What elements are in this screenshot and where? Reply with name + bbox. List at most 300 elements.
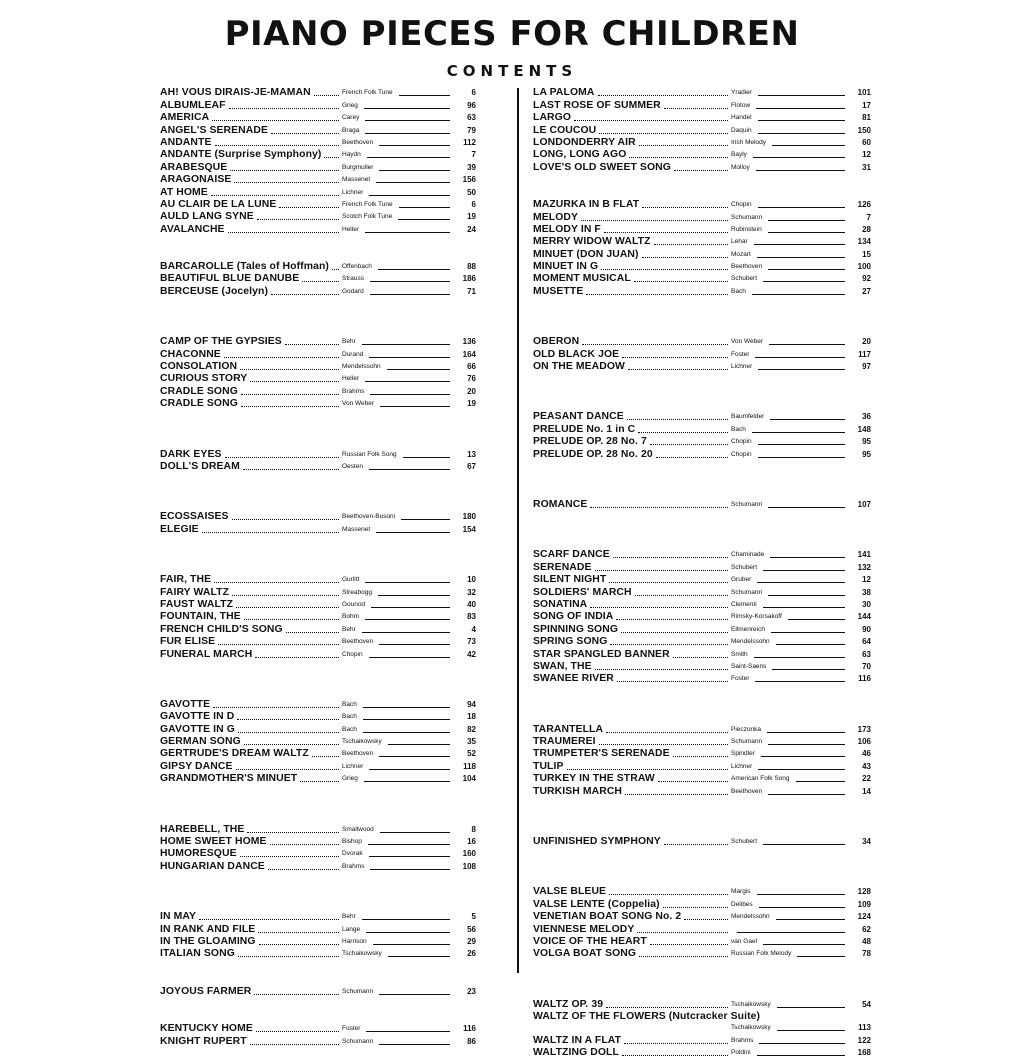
contents-entry	[533, 137, 871, 149]
composer-box	[342, 125, 454, 137]
composer-box	[731, 236, 849, 248]
contents-entry	[533, 611, 871, 623]
letter-group	[533, 87, 871, 174]
composer-box	[731, 286, 849, 298]
piece-title: GAVOTTE IN D	[160, 711, 235, 723]
page-number: 36	[862, 412, 871, 422]
leader-dots	[268, 869, 339, 870]
leader-dots	[213, 707, 339, 708]
page-number: 97	[862, 362, 871, 372]
composer-box	[731, 212, 849, 224]
page-number: 150	[857, 125, 871, 135]
leader-line	[755, 681, 845, 682]
contents-entry	[160, 398, 476, 410]
composer-name: Bishop	[342, 838, 362, 846]
contents-entry	[160, 699, 476, 711]
page-number: 52	[467, 749, 476, 759]
composer-box	[342, 611, 454, 623]
letter-group-gap	[160, 236, 476, 261]
page-number: 15	[862, 249, 871, 259]
page-number: 116	[463, 1024, 476, 1034]
composer-box	[342, 162, 454, 174]
leader-dots	[244, 744, 339, 745]
leader-dots	[606, 732, 728, 733]
leader-dots	[270, 844, 339, 845]
contents-entry	[533, 661, 871, 673]
leader-line	[758, 133, 845, 134]
contents-entry	[533, 623, 871, 635]
contents-entry	[533, 112, 871, 124]
leader-dots	[238, 732, 339, 733]
page-number: 100	[857, 262, 871, 272]
leader-line	[797, 956, 845, 957]
leader-dots	[616, 619, 728, 620]
composer-box	[342, 587, 454, 599]
contents-entry	[533, 149, 871, 161]
page-number: 19	[467, 212, 476, 222]
piece-title: FAIRY WALTZ	[160, 586, 230, 598]
contents-entry	[160, 1035, 476, 1047]
contents-entry	[160, 373, 476, 385]
leader-line	[767, 732, 845, 733]
composer-name: Durand	[342, 350, 364, 358]
page-number: 19	[467, 399, 476, 409]
composer-box	[731, 736, 849, 748]
contents-entry	[160, 748, 476, 760]
leader-dots	[581, 220, 728, 221]
page-number: 64	[862, 637, 871, 647]
composer-box	[342, 936, 454, 948]
composer-box	[342, 724, 454, 736]
piece-title: WALTZ IN A FLAT	[533, 1034, 622, 1046]
leader-line	[761, 756, 845, 757]
composer-name: Offenbach	[342, 263, 372, 271]
piece-title: CRADLE SONG	[160, 398, 238, 410]
leader-line	[776, 919, 845, 920]
composer-name: Poldini	[731, 1048, 751, 1056]
composer-name: Gurlitt	[342, 576, 360, 584]
composer-name: Schumann	[731, 500, 763, 508]
leader-line	[753, 157, 845, 158]
piece-title: FOUNTAIN, THE	[160, 611, 241, 623]
page-number: 104	[462, 774, 476, 784]
piece-title: ROMANCE	[533, 498, 588, 510]
piece-title: FRENCH CHILD'S SONG	[160, 623, 283, 635]
leader-dots	[228, 232, 339, 233]
leader-line	[768, 507, 845, 508]
contents-entry	[160, 99, 476, 111]
contents-entry	[533, 124, 871, 136]
leader-line	[770, 557, 845, 558]
leader-line	[366, 1031, 450, 1032]
piece-title: OLD BLACK JOE	[533, 348, 620, 360]
page-number: 112	[463, 137, 476, 147]
page-number: 8	[471, 824, 476, 834]
page-number: 56	[467, 924, 476, 934]
leader-line	[365, 133, 450, 134]
leader-dots	[617, 681, 728, 682]
contents-entry	[533, 211, 871, 223]
composer-name: Schubert	[731, 838, 758, 846]
composer-name: Lichner	[342, 762, 364, 770]
contents-entry	[533, 1047, 871, 1059]
piece-title: BERCEUSE (Jocelyn)	[160, 285, 269, 297]
page-number: 86	[467, 1036, 476, 1046]
contents-entry	[160, 911, 476, 923]
contents-entry	[160, 112, 476, 124]
leader-line	[369, 469, 450, 470]
page-number: 94	[467, 699, 476, 709]
composer-name: Beethoven	[342, 750, 374, 758]
composer-box	[731, 361, 849, 373]
leader-dots	[599, 744, 728, 745]
leader-line	[757, 582, 845, 583]
contents-entry	[160, 137, 476, 149]
contents-entry	[160, 723, 476, 735]
composer-box	[342, 624, 454, 636]
page-number: 113	[858, 1023, 871, 1033]
composer-name: Russian Folk Song	[342, 450, 397, 458]
composer-box	[342, 599, 454, 611]
composer-name: Schumann	[731, 588, 763, 596]
leader-dots	[638, 432, 728, 433]
leader-dots	[658, 781, 728, 782]
piece-title: LARGO	[533, 112, 572, 124]
piece-title: STAR SPANGLED BANNER	[533, 648, 670, 660]
composer-box	[731, 249, 849, 261]
leader-dots	[257, 219, 339, 220]
leader-line	[763, 281, 845, 282]
piece-title: MERRY WIDOW WALTZ	[533, 236, 651, 248]
leader-line	[376, 532, 450, 533]
piece-title: GRANDMOTHER'S MINUET	[160, 773, 298, 785]
page-number: 28	[862, 224, 871, 234]
composer-name: Tschaikowsky	[731, 1000, 771, 1008]
letter-group-gap	[533, 298, 871, 336]
contents-entry	[160, 448, 476, 460]
contents-entry	[160, 348, 476, 360]
piece-title: IN MAY	[160, 911, 197, 923]
page-number: 90	[862, 624, 871, 634]
leader-dots	[259, 944, 339, 945]
leader-dots	[236, 769, 339, 770]
composer-box	[731, 748, 849, 760]
composer-name: Bayly	[731, 151, 747, 159]
composer-name: Schumann	[731, 738, 763, 746]
composer-name: Beethoven	[731, 263, 763, 271]
leader-dots	[627, 419, 728, 420]
contents-entry	[533, 998, 871, 1010]
contents-entry	[160, 574, 476, 586]
contents-entry	[160, 186, 476, 198]
page-number: 116	[858, 674, 871, 684]
page-number: 95	[862, 437, 871, 447]
page-number: 62	[862, 924, 871, 934]
leader-dots	[255, 657, 339, 658]
contents-entry	[533, 923, 871, 935]
composer-name: Beethoven	[731, 787, 763, 795]
leader-dots	[610, 644, 728, 645]
page-number: 95	[862, 449, 871, 459]
composer-box	[731, 911, 849, 923]
contents-entry	[160, 511, 476, 523]
piece-title: IN RANK AND FILE	[160, 923, 256, 935]
contents-entry	[160, 823, 476, 835]
letter-group	[533, 549, 871, 685]
letter-group	[533, 723, 871, 797]
composer-box	[731, 948, 849, 960]
composer-box	[342, 112, 454, 124]
page-number: 67	[467, 461, 476, 471]
composer-box	[342, 87, 454, 99]
composer-box	[731, 574, 849, 586]
piece-title: TURKEY IN THE STRAW	[533, 773, 655, 785]
leader-dots	[230, 170, 339, 171]
composer-name: Massenet	[342, 525, 371, 533]
page-number: 128	[857, 887, 871, 897]
piece-title: TULIP	[533, 760, 564, 772]
leader-dots	[250, 381, 339, 382]
composer-name: Von Weber	[731, 338, 764, 346]
contents-entry	[533, 248, 871, 260]
contents-entry	[533, 99, 871, 111]
leader-dots	[637, 932, 728, 933]
leader-line	[366, 932, 450, 933]
composer-box	[731, 336, 849, 348]
composer-box	[731, 886, 849, 898]
piece-title: HUNGARIAN DANCE	[160, 860, 265, 872]
leader-dots	[635, 595, 728, 596]
leader-dots	[622, 357, 728, 358]
contents-entry	[533, 1034, 871, 1046]
leader-line	[768, 595, 845, 596]
piece-title: FAUST WALTZ	[160, 598, 234, 610]
leader-dots	[271, 294, 339, 295]
composer-box	[342, 761, 454, 773]
page-number: 126	[857, 200, 871, 210]
leader-dots	[673, 657, 728, 658]
composer-name: Behr	[342, 338, 356, 346]
composer-box	[342, 911, 454, 923]
composer-box	[342, 711, 454, 723]
piece-title: IN THE GLOAMING	[160, 935, 256, 947]
contents-entry	[533, 785, 871, 797]
composer-name: Godard	[342, 287, 364, 295]
composer-box	[342, 187, 454, 199]
piece-title: VOLGA BOAT SONG	[533, 948, 637, 960]
leader-dots	[650, 944, 728, 945]
composer-name: Carey	[342, 114, 360, 122]
composer-name: American Folk Song	[731, 775, 790, 783]
composer-name: Streabogg	[342, 588, 372, 596]
contents-entry	[160, 860, 476, 872]
composer-box	[731, 162, 849, 174]
page-number: 136	[462, 337, 476, 347]
piece-title: SERENADE	[533, 561, 592, 573]
piece-title: WALTZING DOLL	[533, 1046, 619, 1058]
piece-title: WALTZ OF THE FLOWERS (Nutcracker Suite)	[533, 1011, 761, 1023]
composer-name: Chopin	[731, 438, 752, 446]
contents-entry	[160, 385, 476, 397]
leader-line	[771, 632, 845, 633]
letter-group-gap	[533, 373, 871, 411]
leader-line	[777, 1007, 845, 1008]
contents-entry	[533, 199, 871, 211]
page-number: 134	[857, 237, 871, 247]
contents-entry	[160, 199, 476, 211]
leader-line	[758, 369, 845, 370]
composer-name: Schubert	[731, 563, 758, 571]
contents-entry	[160, 161, 476, 173]
leader-line	[758, 95, 845, 96]
piece-title: WALTZ OP. 39	[533, 998, 604, 1010]
leader-line	[376, 182, 450, 183]
piece-title: TRAUMEREI	[533, 736, 596, 748]
contents-entry	[160, 985, 476, 997]
leader-dots	[271, 133, 339, 134]
leader-dots	[199, 919, 339, 920]
letter-group-gap	[533, 798, 871, 836]
composer-box	[342, 636, 454, 648]
composer-name: Schumann	[342, 987, 374, 995]
composer-box	[342, 824, 454, 836]
composer-box	[342, 361, 454, 373]
leader-line	[758, 120, 845, 121]
page-number: 35	[467, 737, 476, 747]
page-number: 156	[462, 175, 476, 185]
composer-name: Clementi	[731, 600, 757, 608]
leader-line	[768, 744, 845, 745]
composer-box	[731, 761, 849, 773]
page-number: 109	[857, 899, 871, 909]
leader-line	[757, 1055, 845, 1056]
composer-box	[731, 773, 849, 785]
letter-group-gap	[160, 960, 476, 985]
page-number: 73	[467, 637, 476, 647]
piece-title: AH! VOUS DIRAIS-JE-MAMAN	[160, 87, 311, 99]
contents-entry	[160, 599, 476, 611]
contents-entry	[533, 898, 871, 910]
leader-dots	[285, 344, 339, 345]
leader-dots	[300, 781, 339, 782]
leader-line	[758, 444, 845, 445]
letter-group-gap	[160, 536, 476, 574]
page-number: 164	[462, 349, 476, 359]
piece-title: SOLDIERS' MARCH	[533, 586, 632, 598]
composer-box	[342, 511, 454, 523]
leader-dots	[212, 120, 339, 121]
contents-entry	[160, 523, 476, 535]
piece-title: LA PALOMA	[533, 87, 595, 99]
page-number: 7	[471, 150, 476, 160]
leader-dots	[238, 956, 339, 957]
composer-name: Chopin	[342, 650, 363, 658]
leader-dots	[621, 632, 728, 633]
composer-box	[731, 149, 849, 161]
contents-entry	[160, 261, 476, 273]
piece-title: ANDANTE (Surprise Symphony)	[160, 149, 322, 161]
composer-box	[342, 100, 454, 112]
leader-line	[768, 269, 845, 270]
leader-line	[757, 257, 845, 258]
contents-entry	[533, 648, 871, 660]
piece-title: ARAGONAISE	[160, 174, 232, 186]
contents-entry	[160, 87, 476, 99]
piece-title: AMERICA	[160, 112, 210, 124]
page-number: 141	[857, 550, 871, 560]
piece-title: BEAUTIFUL BLUE DANUBE	[160, 273, 300, 285]
composer-box	[342, 349, 454, 361]
letter-group-gap	[533, 848, 871, 886]
leader-dots	[624, 1043, 728, 1044]
composer-name: Heller	[342, 225, 359, 233]
composer-name: Margis	[731, 888, 751, 896]
letter-group-gap	[160, 661, 476, 699]
leader-line	[363, 719, 450, 720]
composer-box	[731, 786, 849, 798]
leader-dots	[639, 145, 728, 146]
contents-entry	[533, 836, 871, 848]
composer-name: Chaminade	[731, 551, 765, 559]
composer-box	[731, 424, 849, 436]
leader-line	[368, 844, 450, 845]
letter-group	[160, 87, 476, 236]
piece-title: GERTRUDE'S DREAM WALTZ	[160, 748, 309, 760]
composer-name: Mendelssohn	[342, 363, 381, 371]
composer-box	[342, 574, 454, 586]
contents-entry	[533, 499, 871, 511]
piece-title: FUR ELISE	[160, 636, 216, 648]
piece-title: OBERON	[533, 336, 580, 348]
composer-name: Beethoven	[342, 638, 374, 646]
piece-title: FAIR, THE	[160, 574, 212, 586]
piece-title: TARANTELLA	[533, 723, 604, 735]
leader-line	[363, 732, 450, 733]
contents-entry	[160, 736, 476, 748]
leader-line	[362, 344, 450, 345]
leader-line	[772, 145, 845, 146]
contents-entry	[160, 711, 476, 723]
composer-name: Schumann	[731, 213, 763, 221]
composer-name: Strauss	[342, 275, 365, 283]
letter-group	[533, 836, 871, 848]
page-number: 108	[462, 861, 476, 871]
page-number: 10	[467, 575, 476, 585]
piece-title: VOICE OF THE HEART	[533, 935, 647, 947]
letter-group-gap	[533, 960, 871, 998]
leader-dots	[237, 719, 339, 720]
page-number: 81	[862, 113, 871, 123]
composer-box	[342, 386, 454, 398]
leader-line	[757, 894, 845, 895]
piece-title: MAZURKA IN B FLAT	[533, 199, 640, 211]
page-number: 18	[467, 712, 476, 722]
leader-line	[370, 294, 450, 295]
leader-dots	[241, 394, 339, 395]
leader-dots	[256, 1031, 339, 1032]
leader-line	[388, 744, 450, 745]
leader-line	[369, 195, 450, 196]
contents-entry	[533, 273, 871, 285]
composer-box	[342, 137, 454, 149]
leader-dots	[232, 595, 339, 596]
contents-entry	[533, 236, 871, 248]
leader-line	[362, 919, 450, 920]
page-number: 48	[862, 936, 871, 946]
piece-title: GERMAN SONG	[160, 736, 241, 748]
composer-name: Gounod	[342, 600, 366, 608]
contents-entry	[533, 448, 871, 460]
